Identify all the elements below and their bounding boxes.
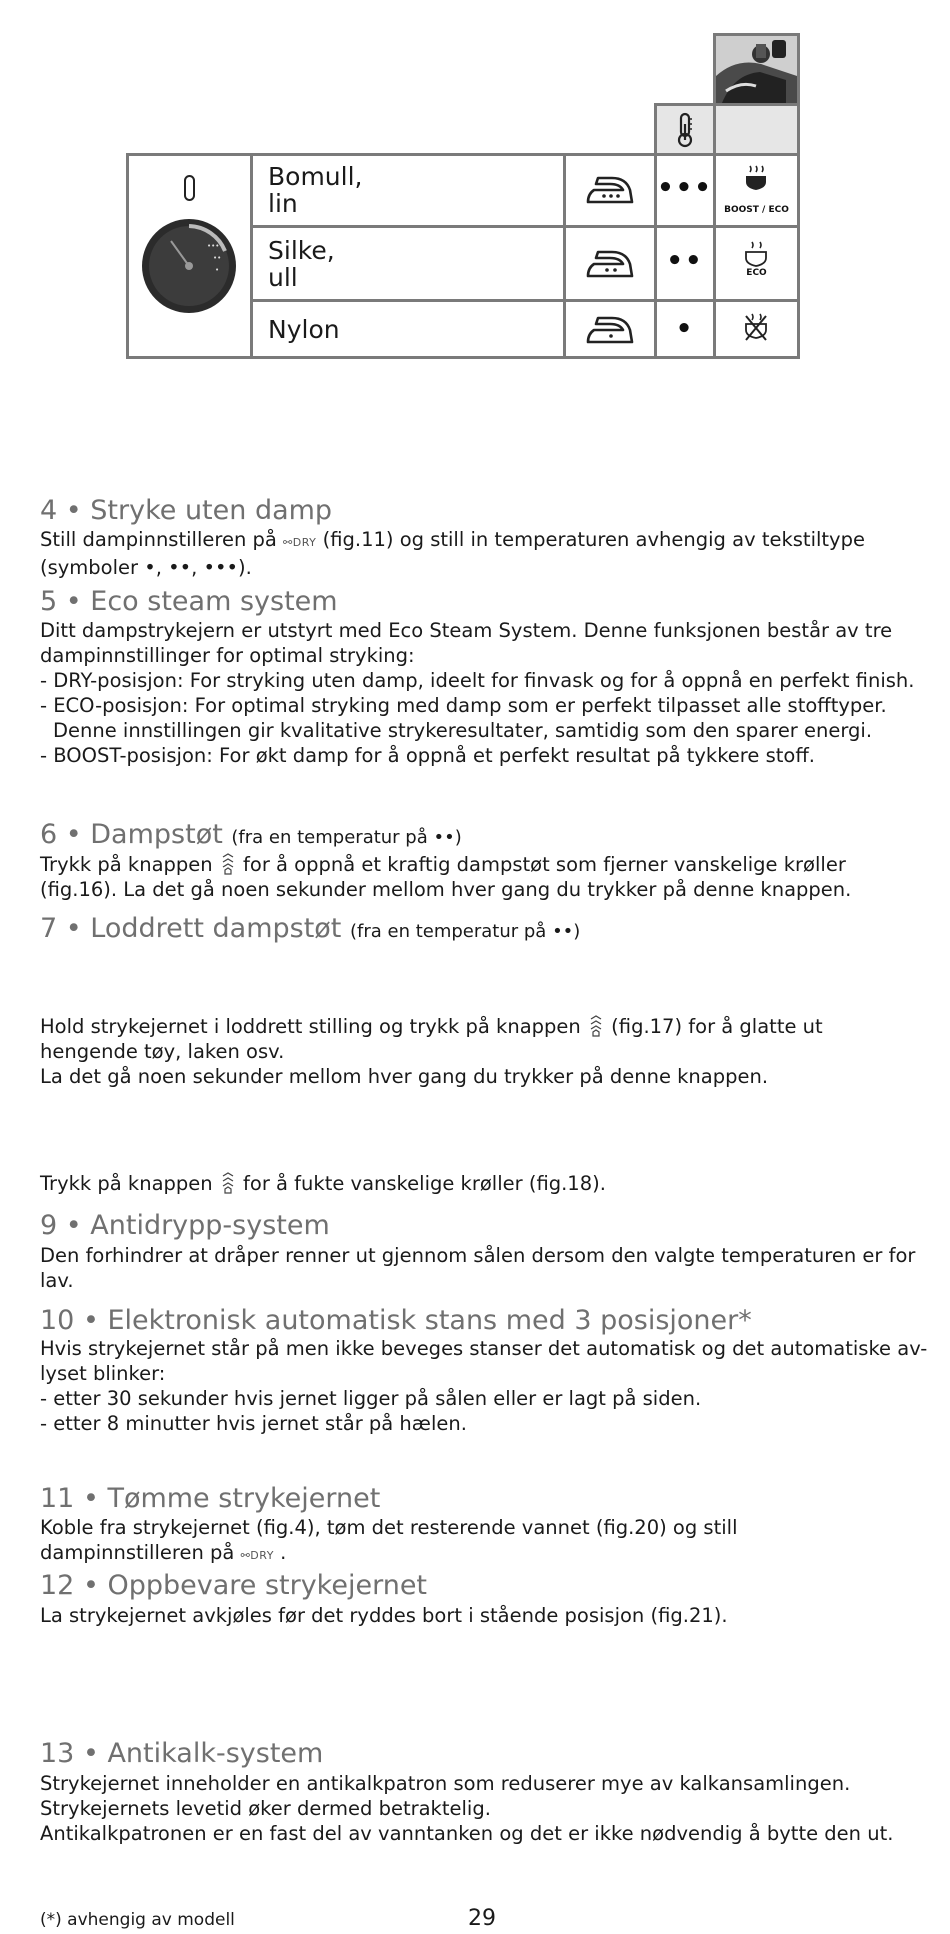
row2-steam-cell [713,225,800,302]
section-11-text [40,1515,930,1568]
section-5-intro: Ditt dampstrykejern er utstyrt med Eco Steam System. Denne funksjonen består av tre dampinnstillinger for optimal stryking: [40,619,893,667]
section-6-line1a: Trykk på knappen [40,853,219,876]
section-11-line2b: . [273,1541,287,1564]
section-11-line1: Koble fra strykejernet (fig.4), tøm det resterende vannet (fig.20) og still [40,1516,738,1539]
section-7-text [40,1014,930,1089]
iron-two-dot-icon [566,228,654,299]
section-7-line1b: (fig.17) for å glatte ut [604,1015,823,1038]
section-6-note: (fra en temperatur på ••) [231,827,462,848]
dial-cell [126,153,253,359]
section-7-note: (fra en temperatur på ••) [349,921,581,942]
dry-label-2: DRY [250,1549,274,1562]
iron-three-dot-icon [566,156,654,225]
section-9-heading: 9 • Antidrypp-system [40,1210,330,1241]
section-5-item-eco: - ECO-posisjon: For optimal stryking med damp som er perfekt tilpasset alle stofftyper. Denne innstillingen gir kvalitative strykeresultater, samtidig som den sparer energi. [40,694,887,742]
section-10-intro: Hvis strykejernet står på men ikke beveges stanser det automatisk og det automatiske av-lyset blinker: [40,1337,928,1385]
temp-dots-1: • [675,314,695,344]
steam-label-boost-eco: BOOST / ECO [724,205,789,215]
fabric-label-nylon: Nylon [268,315,340,344]
section-6-title: 6 • Dampstøt [40,819,223,850]
section-10-heading: 10 • Elektronisk automatisk stans med 3 posisjoner* [40,1305,752,1336]
steam-shot-icon [219,853,237,875]
row3-steam-cell [713,299,800,359]
section-7-line2: hengende tøy, laken osv. [40,1040,285,1063]
row2-iron-cell [563,225,657,302]
section-6-line2: (fig.16). La det gå noen sekunder mellom hver gang du trykker på denne knappen. [40,878,852,901]
section-5-item-boost: - BOOST-posisjon: For økt damp for å oppnå et perfekt resultat på tykkere stoff. [40,744,815,767]
steam-label-eco: ECO [746,268,767,278]
svg-text:•••: ••• [207,242,220,250]
section-13-heading: 13 • Antikalk-system [40,1738,324,1769]
section-10-item-30s: - etter 30 sekunder hvis jernet ligger på sålen eller er lagt på siden. [40,1387,702,1410]
dry-setting-icon-2: ⚯DRY [240,1549,274,1562]
section-8-line1a: Trykk på knappen [40,1172,219,1195]
section-7-line1a: Hold strykejernet i loddrett stilling og trykk på knappen [40,1015,587,1038]
row1-steam-cell [713,153,800,228]
dry-label: DRY [292,536,317,549]
section-13-line1: Strykejernet inneholder en antikalkpatron som reduserer mye av kalkansamlingen. [40,1772,851,1795]
footnote: (*) avhengig av modell [40,1910,235,1930]
vertical-steam-icon [587,1015,605,1037]
row3-iron-cell [563,299,657,359]
section-13-line3: Antikalkpatronen er en fast del av vanntanken og det er ikke nødvendig å bytte den ut. [40,1822,894,1845]
section-13-text [40,1771,930,1846]
section-8-line1b: for å fukte vanskelige krøller (fig.18). [236,1172,606,1195]
section-10-item-8min: - etter 8 minutter hvis jernet står på hælen. [40,1412,467,1435]
no-steam-icon [716,302,797,356]
section-5-item-dry: - DRY-posisjon: For stryking uten damp, ideelt for finvask og for å oppnå en perfekt finish. [40,669,915,692]
svg-text:••: •• [213,254,222,262]
spray-icon [219,1172,237,1194]
section-12-heading: 12 • Oppbevare strykejernet [40,1570,428,1601]
section-6-line1b: for å oppnå et kraftig dampstøt som fjerner vanskelige krøller [236,853,846,876]
row1-iron-cell [563,153,657,228]
temperature-dial-icon [129,156,250,356]
dry-setting-icon: ⚯DRY [283,536,317,549]
iron-photo-icon [716,36,797,103]
fabric-label-silk: Silke, ull [268,236,335,292]
section-9-text: Den forhindrer at dråper renner ut gjennom sålen dersom den valgte temperaturen er for lav. [40,1244,916,1292]
section-4-line1a: Still dampinnstilleren på [40,528,284,551]
thermometer-cell [654,103,716,156]
section-8-text [40,1171,930,1196]
section-11-line2a: dampinnstilleren på [40,1541,241,1564]
iron-one-dot-icon [566,302,654,356]
section-4-heading: 4 • Stryke uten damp [40,495,333,526]
section-4-text [40,527,930,580]
section-6-text [40,852,930,902]
page-number: 29 [468,1906,496,1931]
temp-dots-2: •• [666,246,704,276]
section-5-text [40,618,930,768]
section-10-text [40,1336,930,1436]
section-4-line1b: (fig.11) og still in temperaturen avhengig av tekstiltype [322,528,865,551]
section-12-text: La strykejernet avkjøles før det ryddes bort i stående posisjon (fig.21). [40,1604,728,1627]
section-11-heading: 11 • Tømme strykejernet [40,1483,381,1514]
section-7-title: 7 • Loddrett dampstøt [40,913,342,944]
thermometer-icon [657,106,713,153]
fabric-label-cotton: Bomull, lin [268,162,363,218]
section-5-heading: 5 • Eco steam system [40,586,338,617]
section-4-line2: (symboler •, ••, •••). [40,556,252,579]
section-13-line2: Strykejernets levetid øker dermed betraktelig. [40,1797,491,1820]
iron-photo-cell [713,33,800,106]
section-6-heading [40,819,462,850]
boost-steam-icon [716,164,797,204]
section-7-heading [40,913,580,944]
section-7-line3: La det gå noen sekunder mellom hver gang du trykker på denne knappen. [40,1065,769,1088]
temp-dots-3: ••• [657,173,713,203]
svg-text:•: • [215,266,220,274]
header-empty-cell [713,103,800,156]
